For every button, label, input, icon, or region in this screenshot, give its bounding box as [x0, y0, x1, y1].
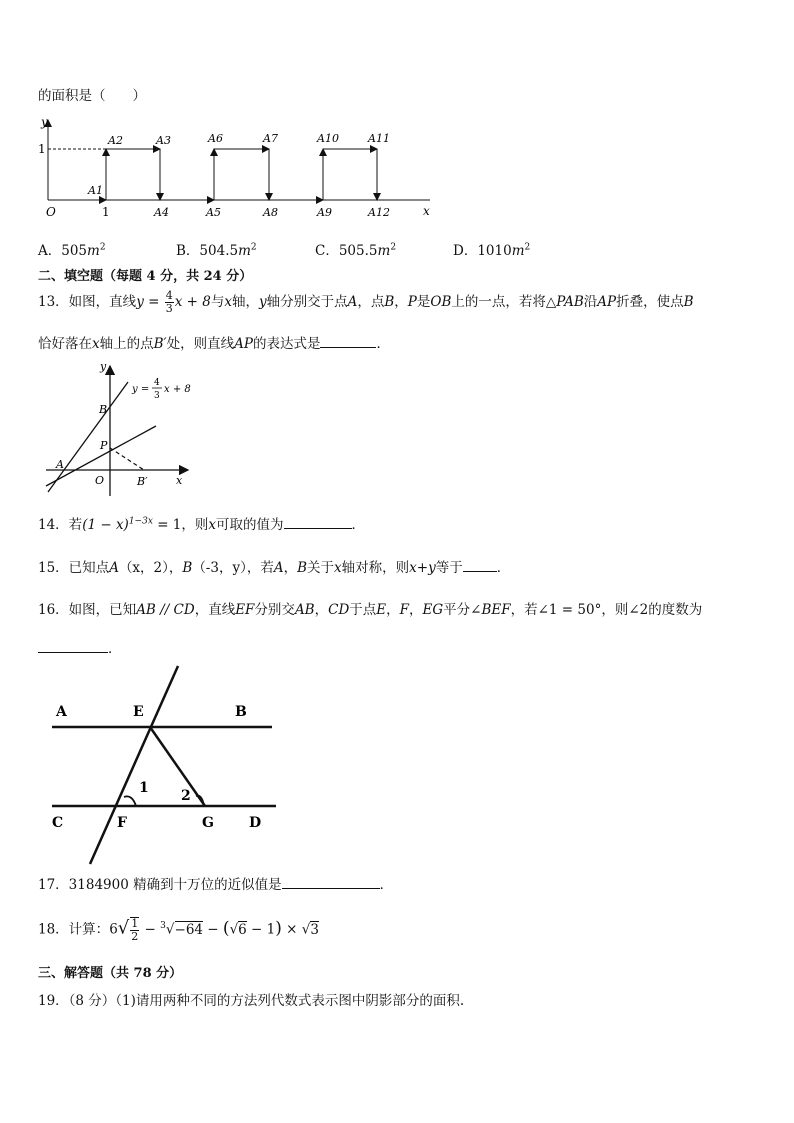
fig13-eq-den: 3: [154, 391, 160, 401]
option-d[interactable]: D．$1010m^2$: [453, 242, 531, 259]
q16-parallel-lines-figure: [40, 660, 290, 870]
label-a1: A1: [88, 184, 103, 197]
fig13-point-a: A: [56, 458, 64, 471]
fig16-angle-2: 2: [181, 788, 191, 804]
q12-tail: 的面积是（ ）: [38, 88, 146, 104]
label-a6: A6: [208, 132, 223, 145]
question-14: 14．若$(1 - x)^{1-3x} = 1$，则x可取的值为 ．: [38, 516, 366, 533]
option-b[interactable]: B．$504.5m^2$: [176, 242, 257, 259]
fig16-label-d: D: [249, 815, 262, 831]
question-13-line-2: 恰好落在x轴上的点B′处，则直线AP的表达式是 ．: [38, 336, 390, 352]
option-c[interactable]: C．$505.5m^2$: [315, 242, 397, 259]
fig16-label-e: E: [133, 704, 144, 720]
fig16-label-b: B: [235, 704, 247, 720]
question-18: 18．计算：6√ $\frac{1}{2}$ − $^3$√−64 − (√6 − 1) × √3: [38, 917, 319, 943]
label-a2: A2: [108, 134, 123, 147]
fig13-eq-rest: x + 8: [164, 384, 191, 395]
label-a12: A12: [368, 206, 390, 219]
fig13-point-p: P: [100, 439, 108, 452]
fig13-x-label: x: [176, 474, 183, 487]
fig16-label-a: A: [56, 704, 67, 720]
x-one-label: 1: [102, 205, 110, 219]
fig13-point-bprime: B′: [137, 475, 148, 488]
question-13-line-1: 13．如图，直线y = $\frac{4}{3}$ x + 8与x轴，y轴分别交于点A，点B，P是OB上的一点，若将△PAB沿AP折叠，使点B: [38, 289, 694, 315]
section-2-heading: 二、填空题（每题 4 分，共 24 分）: [38, 269, 253, 284]
option-a[interactable]: A．$505m^2$: [38, 242, 106, 259]
answer-blank-16[interactable]: [38, 640, 108, 653]
q12-staircase-figure: [30, 112, 440, 220]
question-15: 15．已知点A（x，2），B（-3，y），若A，B关于x轴对称，则x+y等于 ．: [38, 560, 511, 576]
answer-blank-14[interactable]: [284, 516, 352, 529]
fig13-eq-num: 4: [154, 378, 160, 388]
label-a9: A9: [317, 206, 332, 219]
fig16-label-f: F: [117, 815, 127, 831]
answer-blank-15[interactable]: [463, 559, 497, 572]
y-axis-label: y: [41, 115, 48, 129]
question-19: 19．（8 分）（1)请用两种不同的方法列代数式表示图中阴影部分的面积.: [38, 993, 465, 1009]
fig13-origin: O: [95, 474, 105, 487]
question-16-line-1: 16．如图，已知AB // CD，直线EF分别交AB，CD于点E，F，EG平分∠BEF，若∠1 = 50°，则∠2的度数为: [38, 602, 703, 618]
answer-blank-17[interactable]: [282, 876, 380, 889]
origin-label: O: [46, 205, 56, 219]
fig16-label-c: C: [52, 815, 64, 831]
label-a3: A3: [156, 134, 171, 147]
fig13-point-b: B: [99, 403, 108, 416]
section-3-heading: 三、解答题（共 78 分）: [38, 966, 183, 981]
label-a7: A7: [263, 132, 278, 145]
fig13-eq-y: y =: [132, 384, 150, 395]
x-axis-label: x: [423, 204, 430, 218]
fig16-label-g: G: [202, 815, 214, 831]
answer-blank-13[interactable]: [320, 335, 376, 348]
question-16-line-2: ．: [38, 637, 122, 657]
label-a11: A11: [368, 132, 390, 145]
fig16-angle-1: 1: [139, 780, 149, 796]
label-a10: A10: [317, 132, 339, 145]
fig13-y-label: y: [100, 360, 107, 373]
q13-figure: [40, 358, 200, 498]
label-a4: A4: [154, 206, 169, 219]
label-a5: A5: [206, 206, 221, 219]
question-17: 17．3184900 精确到十万位的近似值是 ．: [38, 877, 394, 893]
y-one-label: 1: [38, 142, 46, 156]
label-a8: A8: [263, 206, 278, 219]
